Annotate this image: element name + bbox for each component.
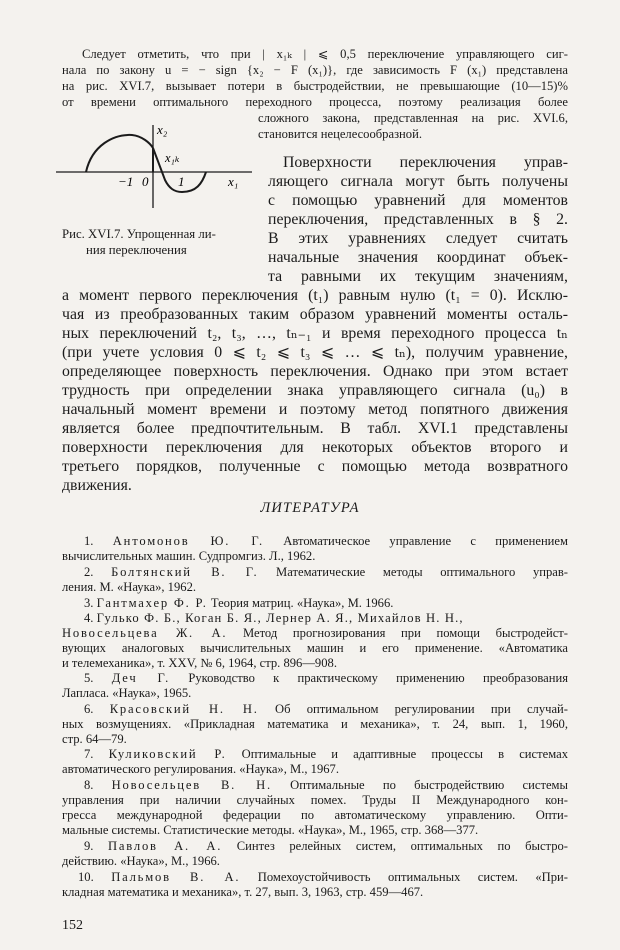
reference-author: Новосельцева Ж. А. <box>62 625 228 640</box>
reference-author: Пальмов В. А. <box>111 870 241 884</box>
literature-heading: ЛИТЕРАТУРА <box>260 500 360 516</box>
reference-line: автоматического регулирования. «Наука», М., 1967. <box>62 761 339 776</box>
x1k-label: x₁ₖ <box>165 151 180 165</box>
body-line: ляющего сигнала могут быть получены <box>268 173 568 190</box>
reference-author: Красовский Н. Н. <box>109 702 259 716</box>
body-line: а момент первого переключения (t₁) равным нулю (t₁ = 0). Исклю- <box>62 287 568 304</box>
reference-author: Антомонов Ю. Г. <box>112 534 264 548</box>
reference-line: 9. Павлов А. А. Синтез релейных систем, оптимальных по быстро- <box>84 839 568 853</box>
reference-item <box>62 870 568 900</box>
body-line: трудность при определении знака управляющего сигнала (u₀) в <box>62 382 568 399</box>
body-line: поверхности переключения для некоторых объектов второго и <box>62 439 568 456</box>
reference-item <box>62 778 568 838</box>
reference-line: ления. М. «Наука», 1962. <box>62 579 197 594</box>
body-line: переключения, представленных в § 2. <box>268 211 568 228</box>
reference-item <box>62 611 568 671</box>
x2-axis-label: x₂ <box>157 122 168 137</box>
reference-line: вычислительных машин. Судпромгиз. Л., 1962. <box>62 548 316 563</box>
x1-axis-label: x₁ <box>228 174 239 189</box>
reference-line: и телемеханика», т. XXV, № 6, 1964, стр. 896—908. <box>62 655 337 670</box>
tick-label-minus-one: −1 <box>118 174 134 189</box>
reference-item <box>62 702 568 747</box>
reference-line: стр. 64—79. <box>62 731 127 746</box>
reference-author: Гантмахер Ф. Р. <box>96 596 208 610</box>
reference-item <box>62 565 568 595</box>
intro-line: от времени оптимального переходного процесса, поэтому реализация более <box>62 95 568 109</box>
intro-line: сложного закона, представленная на рис. XVI.6, <box>258 111 568 125</box>
reference-author: Новосельцев В. Н. <box>111 778 272 792</box>
tick-label-zero: 0 <box>142 174 149 189</box>
reference-line: Лапласа. «Наука», 1965. <box>62 685 192 700</box>
reference-line: Новосельцева Ж. А. Метод прогнозирования при помощи быстродейст- <box>62 625 568 640</box>
body-line: ных переключений t₂, t₃, …, tₙ₋₁ и время переходного процесса tₙ <box>62 325 568 342</box>
body-line: третьего порядков, полученные с помощью метода возвратного <box>62 458 568 475</box>
page-number: 152 <box>62 918 83 933</box>
reference-line: ных возмущениях. «Прикладная математика и механика», т. 24, вып. 1, 1960, <box>62 716 568 731</box>
body-line: (при учете условия 0 ⩽ t₂ ⩽ t₃ ⩽ … ⩽ tₙ), получим уравнение, <box>62 344 568 361</box>
switching-line-figure <box>56 120 256 220</box>
body-line: чая из преобразованных таким образом уравнений моменты осталь- <box>62 306 568 323</box>
intro-line: на рис. XVI.7, вызывает потери в быстродействии, не превышающие (10—15)% <box>62 79 568 93</box>
figure-caption-line: Рис. XVI.7. Упрощенная ли- <box>62 227 216 241</box>
reference-line: гресса международной федерации по автоматическому управлению. Опти- <box>62 807 568 822</box>
reference-line: 10. Пальмов В. А. Помехоустойчивость оптимальных систем. «При- <box>78 870 568 884</box>
tick-label-one: 1 <box>178 174 185 189</box>
body-line: определяющее поверхность переключения. Однако при этом встает <box>62 363 568 380</box>
intro-line: Следует отметить, что при | x₁ₖ | ⩽ 0,5 переключение управляющего сиг- <box>82 47 568 61</box>
switching-curve-left <box>86 135 153 172</box>
reference-item <box>62 671 568 701</box>
reference-author: Куликовский Р. <box>108 747 227 761</box>
body-line: с помощью уравнений для моментов <box>268 192 568 209</box>
reference-item <box>62 534 568 564</box>
reference-line: действию. «Наука», М., 1966. <box>62 853 220 868</box>
reference-line: 3. Гантмахер Ф. Р. Теория матриц. «Наука», М. 1966. <box>84 596 394 610</box>
figure-caption-line: ния переключения <box>86 243 187 257</box>
reference-author: Павлов А. А. <box>108 839 223 853</box>
reference-line: управления при наличии случайных помех. Труды II Международного кон- <box>62 792 568 807</box>
body-line: начальный момент времени и поэтому метод попятного движения <box>62 401 568 418</box>
reference-author: Гулько Ф. Б., Коган Б. Я., Лернер А. Я., Михайлов Н. Н., <box>96 611 464 625</box>
reference-line: кладная математика и механика», т. 27, вып. 3, 1963, стр. 459—467. <box>62 884 424 899</box>
reference-line: 1. Антомонов Ю. Г. Автоматическое управление с применением <box>84 534 568 548</box>
reference-author: Деч Г. <box>111 671 171 685</box>
reference-author: Болтянский В. Г. <box>111 565 259 579</box>
intro-line: становится нецелесообразной. <box>258 127 422 141</box>
body-line: является более предпочтительным. В табл. XVI.1 представлены <box>62 420 568 437</box>
reference-line: 2. Болтянский В. Г. Математические методы оптимального управ- <box>84 565 569 579</box>
reference-item <box>62 596 568 611</box>
reference-line: вующих аналоговых вычислительных машин и его применение. «Автоматика <box>62 640 568 655</box>
reference-line: мальные системы. Статистические методы. «Наука», М., 1965, стр. 368—377. <box>62 822 479 837</box>
body-line: движения. <box>62 477 132 494</box>
reference-line: 6. Красовский Н. Н. Об оптимальном регулировании при случай- <box>84 702 568 716</box>
body-line: В этих уравнениях следует считать <box>268 230 568 247</box>
body-line: начальные значения координат объек- <box>268 249 568 266</box>
reference-line: 5. Деч Г. Руководство к практическому применению преобразования <box>84 671 569 685</box>
reference-line: 8. Новосельцев В. Н. Оптимальные по быстродействию системы <box>84 778 568 792</box>
reference-item <box>62 839 568 869</box>
body-line: та равными их текущим значениям, <box>268 268 568 285</box>
body-line: Поверхности переключения управ- <box>283 154 568 171</box>
intro-line: нала по закону u = − sign {x₂ − F (x₁)}, где зависимость F (x₁) представлена <box>62 63 568 77</box>
reference-item <box>62 747 568 777</box>
reference-line: 4. Гулько Ф. Б., Коган Б. Я., Лернер А. Я., Михайлов Н. Н., <box>84 611 464 625</box>
reference-line: 7. Куликовский Р. Оптимальные и адаптивные процессы в системах <box>84 747 568 761</box>
